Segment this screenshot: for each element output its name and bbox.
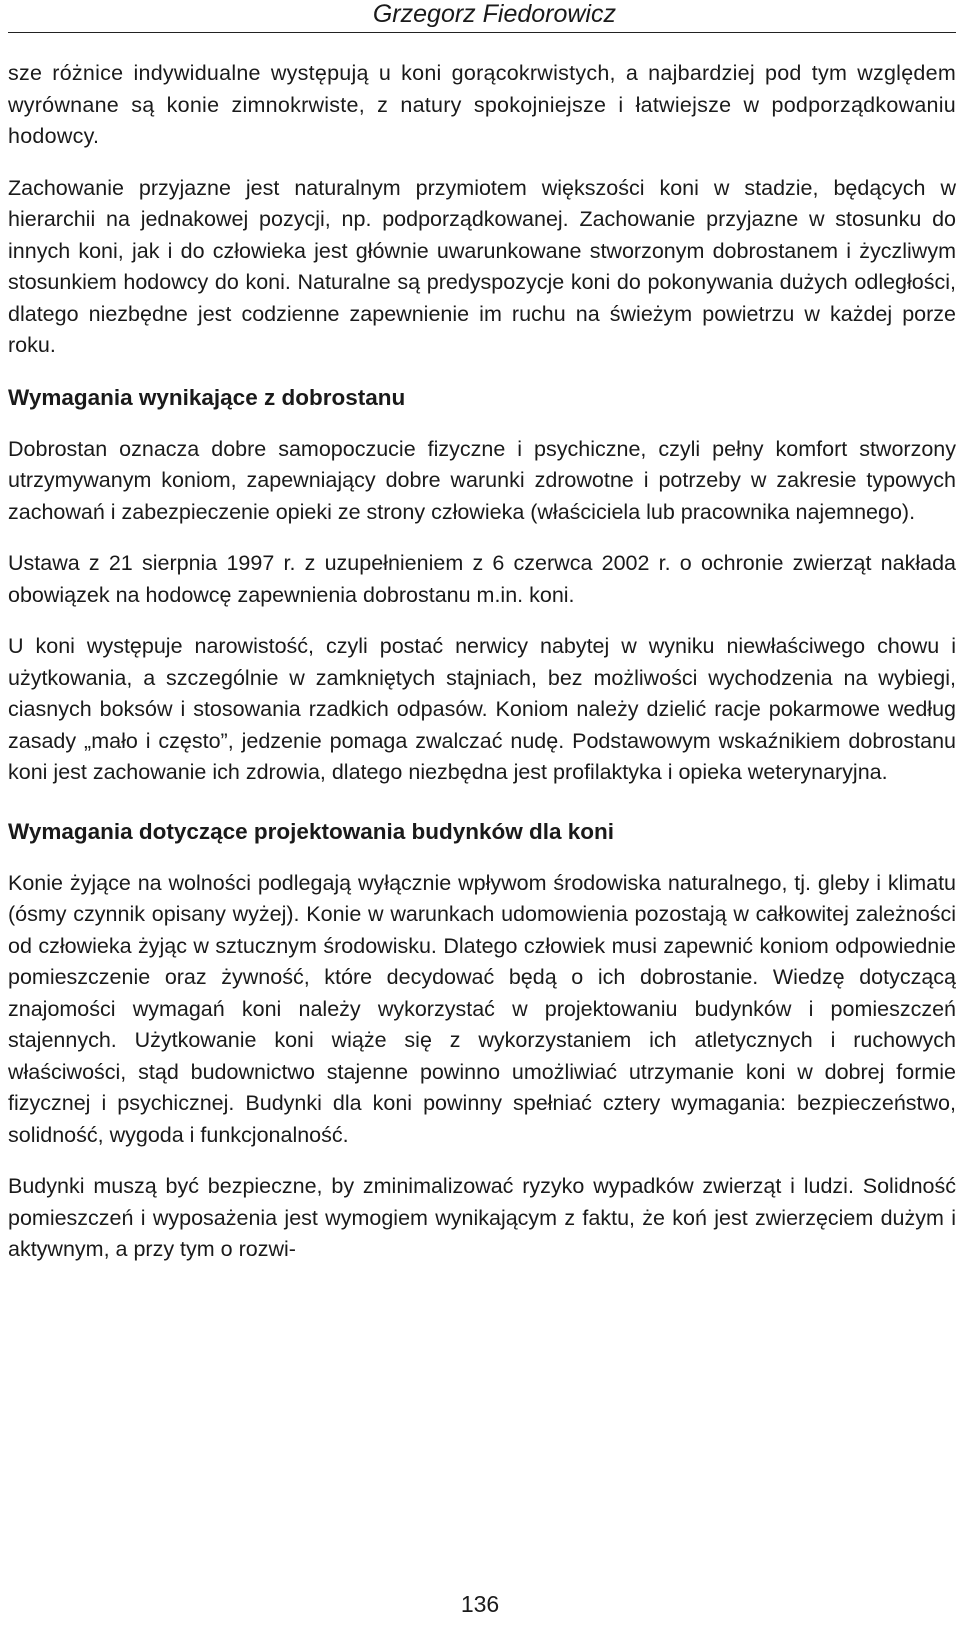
paragraph-domestication: Konie żyjące na wolności podlegają wyłącznie wpływom środowiska naturalnego, tj. gleby i klimatu (ósmy czynnik opisany wyżej). Konie w warunkach udomowienia pozostają w całkowitej zależności od człowieka żyjąc w sztucznym środowisku. Dlatego człowiek musi zapewnić koniom odpowiednie pomieszczenie oraz żywność, które decydować będą o ich dobrostanie. Wiedzę dotyczącą znajomości wymagań koni należy wykorzystać w projektowaniu budynków i pomieszczeń stajennych. Użytkowanie koni wiąże się z wykorzystaniem ich atletycznych i ruchowych właściwości, stąd budownictwo stajenne powinno umożliwiać utrzymanie koni w dobrej formie fizycznej i psychicznej. Budynki dla koni powinny spełniać cztery wymagania: bezpieczeństwo, solidność, wygoda i funkcjonalność.: [8, 870, 956, 1147]
paragraph-friendly-behaviour: Zachowanie przyjazne jest naturalnym przymiotem większości koni w stadzie, będących w hierarchii na jednakowej pozycji, np. podporządkowanej. Zachowanie przyjazne w stosunku do innych koni, jak i do człowieka jest głównie uwarunkowane stworzonym dobrostanem i życzliwym stosunkiem hodowcy do koni. Naturalne są predyspozycje koni do pokonywania dużych odległości, dlatego niezbędne jest codzienne zapewnienie im ruchu na świeżym powietrzu w każdej porze roku.: [8, 175, 956, 357]
paragraph-safety: Budynki muszą być bezpieczne, by zminimalizować ryzyko wypadków zwierząt i ludzi. Solidność pomieszczeń i wyposażenia jest wymogiem wynikającym z faktu, że koń jest zwierzęciem dużym i aktywnym, a przy tym o rozwi-: [8, 1174, 956, 1261]
paragraph-continued: sze różnice indywidualne występują u koni gorącokrwistych, a najbardziej pod tym względem wyrównane są konie zimnokrwiste, z natury spokojniejsze i łatwiejsze w podporządkowaniu hodowcy.: [8, 61, 956, 148]
page-number: 136: [460, 1591, 500, 1617]
running-header-title: Grzegorz Fiedorowicz: [372, 0, 616, 28]
paragraph-statute: Ustawa z 21 sierpnia 1997 r. z uzupełnieniem z 6 czerwca 2002 r. o ochronie zwierząt nakłada obowiązek na hodowcę zapewnienia dobrostanu m.in. koni.: [8, 551, 956, 607]
section-heading-buildings: Wymagania dotyczące projektowania budynków dla koni: [8, 818, 614, 844]
paragraph-welfare-definition: Dobrostan oznacza dobre samopoczucie fizyczne i psychiczne, czyli pełny komfort stworzony utrzymywanym koniom, zapewniający dobre warunki zdrowotne i potrzeby w zakresie typowych zachowań i zabezpieczenie opieki ze strony człowieka (właściciela lub pracownika najemnego).: [8, 436, 956, 524]
running-header: [8, 0, 956, 33]
section-heading-welfare: Wymagania wynikające z dobrostanu: [8, 384, 406, 410]
paragraph-vices: U koni występuje narowistość, czyli postać nerwicy nabytej w wyniku niewłaściwego chowu i użytkowania, a szczególnie w zamkniętych stajniach, bez możliwości wychodzenia na wybiegi, ciasnych boksów i stosowania rzadkich odpasów. Koniom należy dzielić racje pokarmowe według zasady „mało i często”, jedzenie pomaga zwalczać nudę. Podstawowym wskaźnikiem dobrostanu koni jest zachowanie ich zdrowia, dlatego niezbędna jest profilaktyka i opieka weterynaryjna.: [8, 634, 956, 784]
page-body: [8, 58, 956, 1266]
